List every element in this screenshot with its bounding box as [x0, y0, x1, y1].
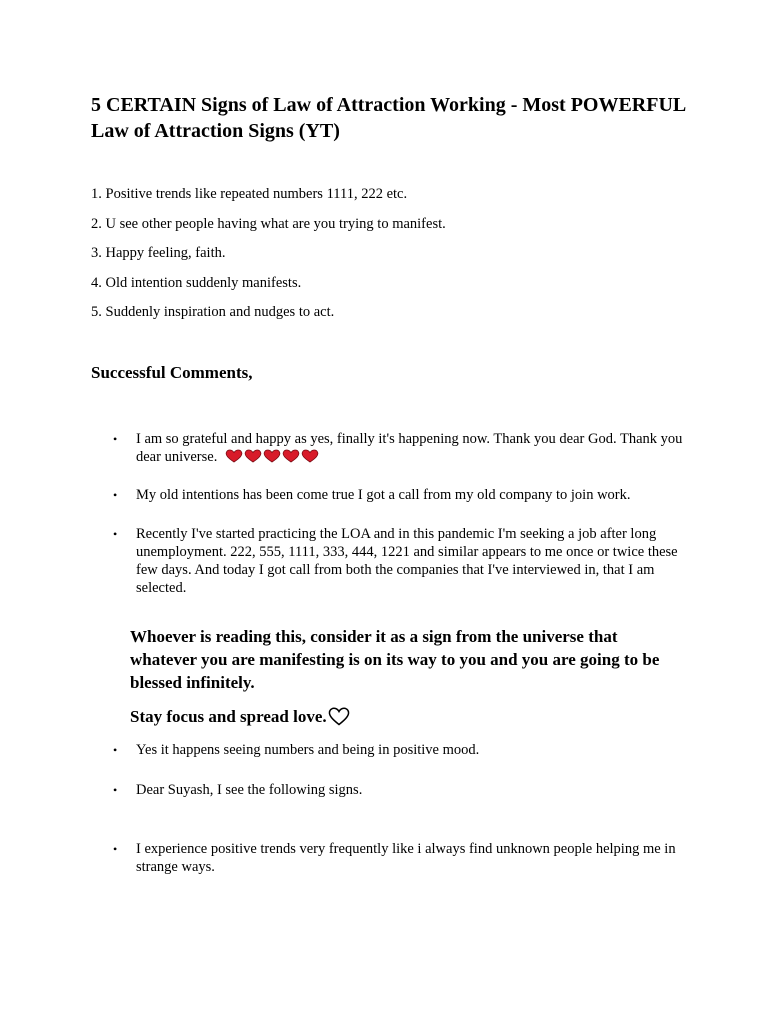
comment-text: Recently I've started practicing the LOA and in this pandemic I'm seeking a job after long unemployment. 222, 555, 1111, 333, 444, 1221 and similar appears to me once or twice these few days. And today I got call from both the companies that I've interviewed in, that I am selected.: [136, 526, 678, 596]
comment-text: Yes it happens seeing numbers and being in positive mood.: [136, 742, 480, 758]
bullet-icon: •: [113, 783, 118, 797]
comment-item: [113, 840, 686, 876]
sign-item: 4. Old intention suddenly manifests.: [91, 274, 302, 291]
bullet-icon: •: [113, 488, 118, 502]
comment-item: [113, 486, 686, 504]
bullet-icon: •: [113, 432, 118, 446]
sign-item: 3. Happy feeling, faith.: [91, 245, 226, 261]
document-title: 5 CERTAIN Signs of Law of Attraction Working - Most POWERFUL Law of Attraction Signs (YT): [91, 94, 686, 142]
comment-text: My old intentions has been come true I got a call from my old company to join work.: [136, 487, 631, 503]
comment-item: [113, 525, 686, 597]
heart-outline-icon: [327, 707, 350, 726]
comment-text: I am so grateful and happy as yes, finally it's happening now. Thank you dear God. Thank you dear universe.: [136, 431, 683, 465]
comment-text: Dear Suyash, I see the following signs.: [136, 782, 363, 798]
stay-focus-text: Stay focus and spread love.: [130, 707, 327, 726]
comment-item: [113, 781, 686, 799]
bullet-icon: •: [113, 842, 118, 856]
comment-text: I experience positive trends very frequently like i always find unknown people helping me in strange ways.: [136, 841, 676, 875]
sign-item: 1. Positive trends like repeated numbers 1111, 222 etc.: [91, 186, 408, 202]
sign-item: 2. U see other people having what are you trying to manifest.: [91, 215, 446, 232]
highlight-message: Whoever is reading this, consider it as a sign from the universe that whatever you are manifesting is on its way to you and you are going to be blessed infinitely.: [130, 627, 660, 692]
bullet-icon: •: [113, 743, 118, 757]
signs-list: [91, 185, 711, 333]
comment-item: [113, 430, 686, 468]
stay-focus-message: [130, 705, 350, 728]
red-heart-icon: [225, 449, 320, 468]
comments-heading: Successful Comments,: [91, 363, 253, 382]
bullet-icon: •: [113, 527, 118, 541]
comment-item: [113, 741, 686, 759]
sign-item: 5. Suddenly inspiration and nudges to act.: [91, 304, 335, 320]
